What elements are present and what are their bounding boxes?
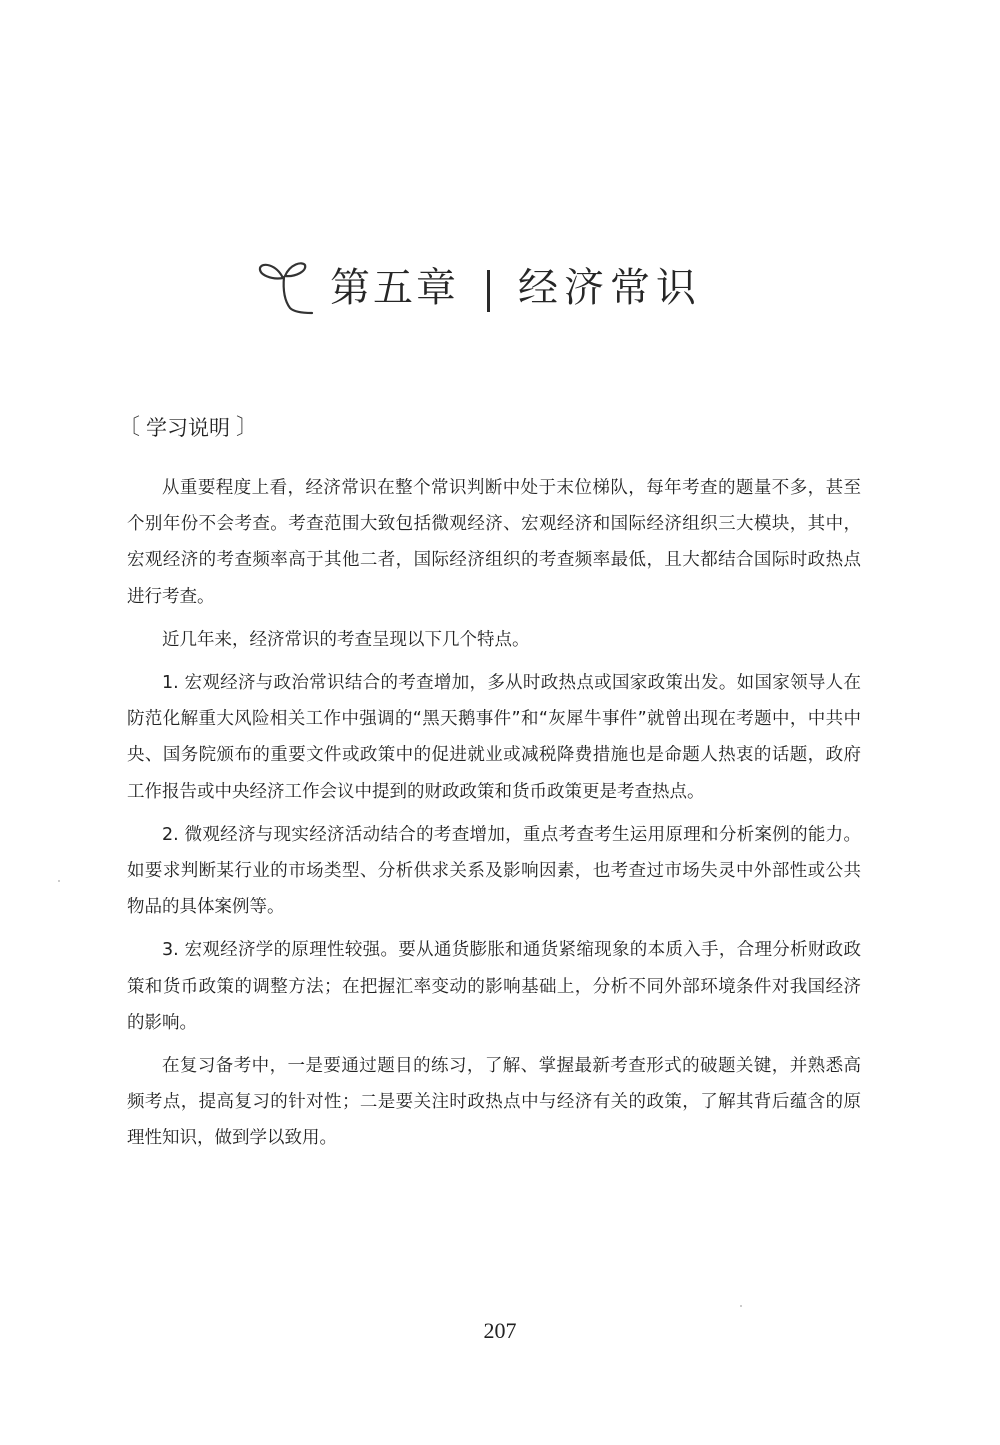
- paragraph: 2. 微观经济与现实经济活动结合的考查增加，重点考查考生运用原理和分析案例的能力。如要求判断某行业的市场类型、分析供求关系及影响因素，也考查过市场失灵中外部性或公共物品的具体案例等。: [127, 824, 861, 918]
- chapter-heading: [256, 248, 702, 328]
- body-text: [127, 470, 861, 1164]
- paragraph: 近几年来，经济常识的考查呈现以下几个特点。: [162, 629, 530, 650]
- section-label: [118, 413, 258, 443]
- sprout-icon: [256, 256, 326, 318]
- section-label-text: 学习说明: [146, 416, 231, 440]
- chapter-divider: [487, 270, 490, 312]
- paragraph: 1. 宏观经济与政治常识结合的考查增加，多从时政热点或国家政策出发。如国家领导人在防范化解重大风险相关工作中强调的“黑天鹅事件”和“灰犀牛事件”就曾出现在考题中，中共中央、国务院颁布的重要文件或政策中的促进就业或减税降费措施也是命题人热衷的话题，政府工作报告或中央经济工作会议中提到的财政政策和货币政策更是考查热点。: [127, 673, 861, 802]
- page-number: 207: [483, 1318, 517, 1343]
- section-open-bracket: 〔: [118, 415, 141, 440]
- section-close-bracket: 〕: [236, 415, 259, 440]
- scan-speck: [58, 880, 60, 882]
- scan-speck: [740, 1305, 742, 1307]
- paragraph: 在复习备考中，一是要通过题目的练习，了解、掌握最新考查形式的破题关键，并熟悉高频考点，提高复习的针对性；二是要关注时政热点中与经济有关的政策，了解其背后蕴含的原理性知识，做到学以致用。: [127, 1056, 861, 1149]
- paragraph: 从重要程度上看，经济常识在整个常识判断中处于末位梯队，每年考查的题量不多，甚至个别年份不会考查。考查范围大致包括微观经济、宏观经济和国际经济组织三大模块，其中，宏观经济的考查频率高于其他二者，国际经济组织的考查频率最低，且大都结合国际时政热点进行考查。: [127, 478, 861, 607]
- chapter-title: 经济常识: [518, 265, 702, 311]
- paragraph: 3. 宏观经济学的原理性较强。要从通货膨胀和通货紧缩现象的本质入手，合理分析财政政策和货币政策的调整方法；在把握汇率变动的影响基础上，分析不同外部环境条件对我国经济的影响。: [127, 940, 861, 1033]
- chapter-number: 第五章: [330, 265, 459, 311]
